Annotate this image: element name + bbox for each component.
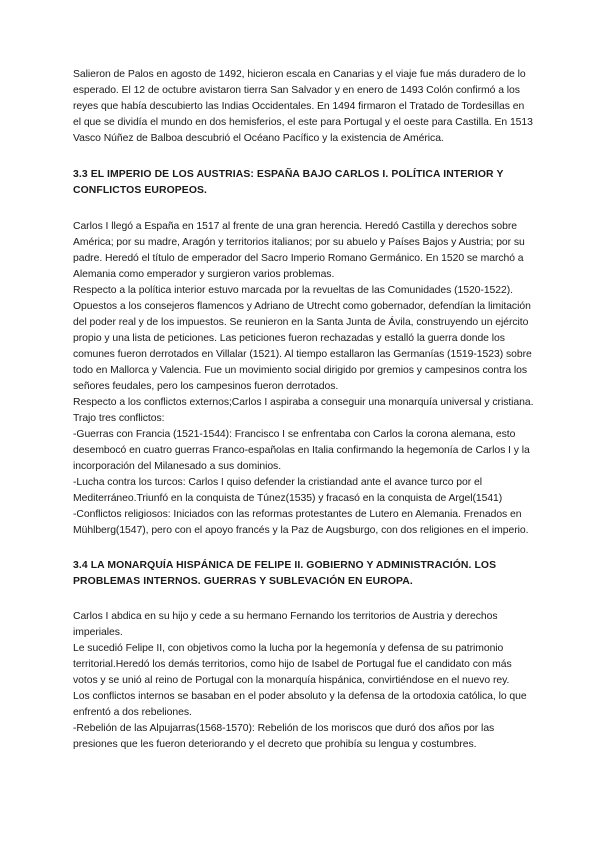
- section-3-4-heading: 3.4 LA MONARQUÍA HISPÁNICA DE FELIPE II. GOBIERNO Y ADMINISTRACIÓN. LOS PROBLEMAS INTERNOS. GUERRAS Y SUBLEVACIÓN EN EUROPA.: [73, 560, 497, 587]
- section-3-3-paragraph-6: -Conflictos religiosos: Iniciados con las reformas protestantes de Lutero en Alemania. Frenados en Mühlberg(1547), pero con el apoyo francés y la Paz de Augsburgo, con dos religiones en el imperio.: [73, 509, 529, 536]
- section-3-3-paragraph-1: Carlos I llegó a España en 1517 al frente de una gran herencia. Heredó Castilla y derechos sobre América; por su madre, Aragón y territorios italianos; por su abuelo y Países Bajos y Austria; por su padre. Heredó el título de emperador del Sacro Imperio Romano Germánico. En 1520 se marchó a Alemania como emperador y surgieron varios problemas.: [73, 221, 525, 280]
- section-3-4-paragraph-3: Los conflictos internos se basaban en el poder absoluto y la defensa de la ortodoxia católica, lo que enfrentó a dos rebeliones.: [73, 691, 527, 718]
- section-3-4-paragraph-2: Le sucedió Felipe II, con objetivos como la lucha por la hegemonía y defensa de su patrimonio territorial.Heredó los demás territorios, como hijo de Isabel de Portugal fue el candidato con más votos y se unió al reino de Portugal con la monarquía hispánica, convirtiéndose en el nuevo rey.: [73, 643, 512, 686]
- section-3-3-paragraph-4: -Guerras con Francia (1521-1544): Francisco I se enfrentaba con Carlos la corona alemana, esto desembocó en cuatro guerras Franco-españolas en Italia confirmando la hegemonía de Carlos I y la incorporación del Milanesado a sus dominios.: [73, 429, 530, 472]
- section-3-3-paragraph-3: Respecto a los conflictos externos;Carlos I aspiraba a conseguir una monarquía universal y cristiana. Trajo tres conflictos:: [73, 397, 534, 424]
- section-3-4-paragraph-4: -Rebelión de las Alpujarras(1568-1570): Rebelión de los moriscos que duró dos años por las presiones que les fueron deteriorando y el decreto que prohibía su lengua y costumbres.: [73, 723, 495, 750]
- section-3-3-paragraph-5: -Lucha contra los turcos: Carlos I quiso defender la cristiandad ante el avance turco por el Mediterráneo.Triunfó en la conquista de Túnez(1535) y fracasó en la conquista de Argel(1541): [73, 477, 503, 504]
- section-3-3-paragraph-2: Respecto a la política interior estuvo marcada por la revueltas de las Comunidades (1520-1522). Opuestos a los consejeros flamencos y Adriano de Utrecht como gobernador, defendían la limitación del poder real y de los impuestos. Se reunieron en la Santa Junta de Ávila, construyendo un ejército propio y una lista de peticiones. Las peticiones fueron rechazadas y estalló la guerra donde los comunes fueron derrotados en Villalar (1521). Al tiempo estallaron las Germanías (1519-1523) sobre todo en Mallorca y Valencia. Fue un movimiento social dirigido por gremios y campesinos contra los señores feudales, pero los campesinos fueron derrotados.: [73, 285, 532, 392]
- intro-paragraph: Salieron de Palos en agosto de 1492, hicieron escala en Canarias y el viaje fue más duradero de lo esperado. El 12 de octubre avistaron tierra San Salvador y en enero de 1493 Colón confirmó a los reyes que había descubierto las Indias Occidentales. En 1494 firmaron el Tratado de Tordesillas en el que se dividía el mundo en dos hemisferios, el este para Portugal y el oeste para Castilla. En 1513 Vasco Núñez de Balboa descubrió el Océano Pacífico y la existencia de América.: [73, 69, 533, 144]
- section-3-3-heading: 3.3 EL IMPERIO DE LOS AUSTRIAS: ESPAÑA BAJO CARLOS I. POLÍTICA INTERIOR Y CONFLICTOS EUROPEOS.: [73, 169, 504, 196]
- section-3-4-paragraph-1: Carlos I abdica en su hijo y cede a su hermano Fernando los territorios de Austria y derechos imperiales.: [73, 611, 498, 638]
- document-page: [73, 67, 535, 753]
